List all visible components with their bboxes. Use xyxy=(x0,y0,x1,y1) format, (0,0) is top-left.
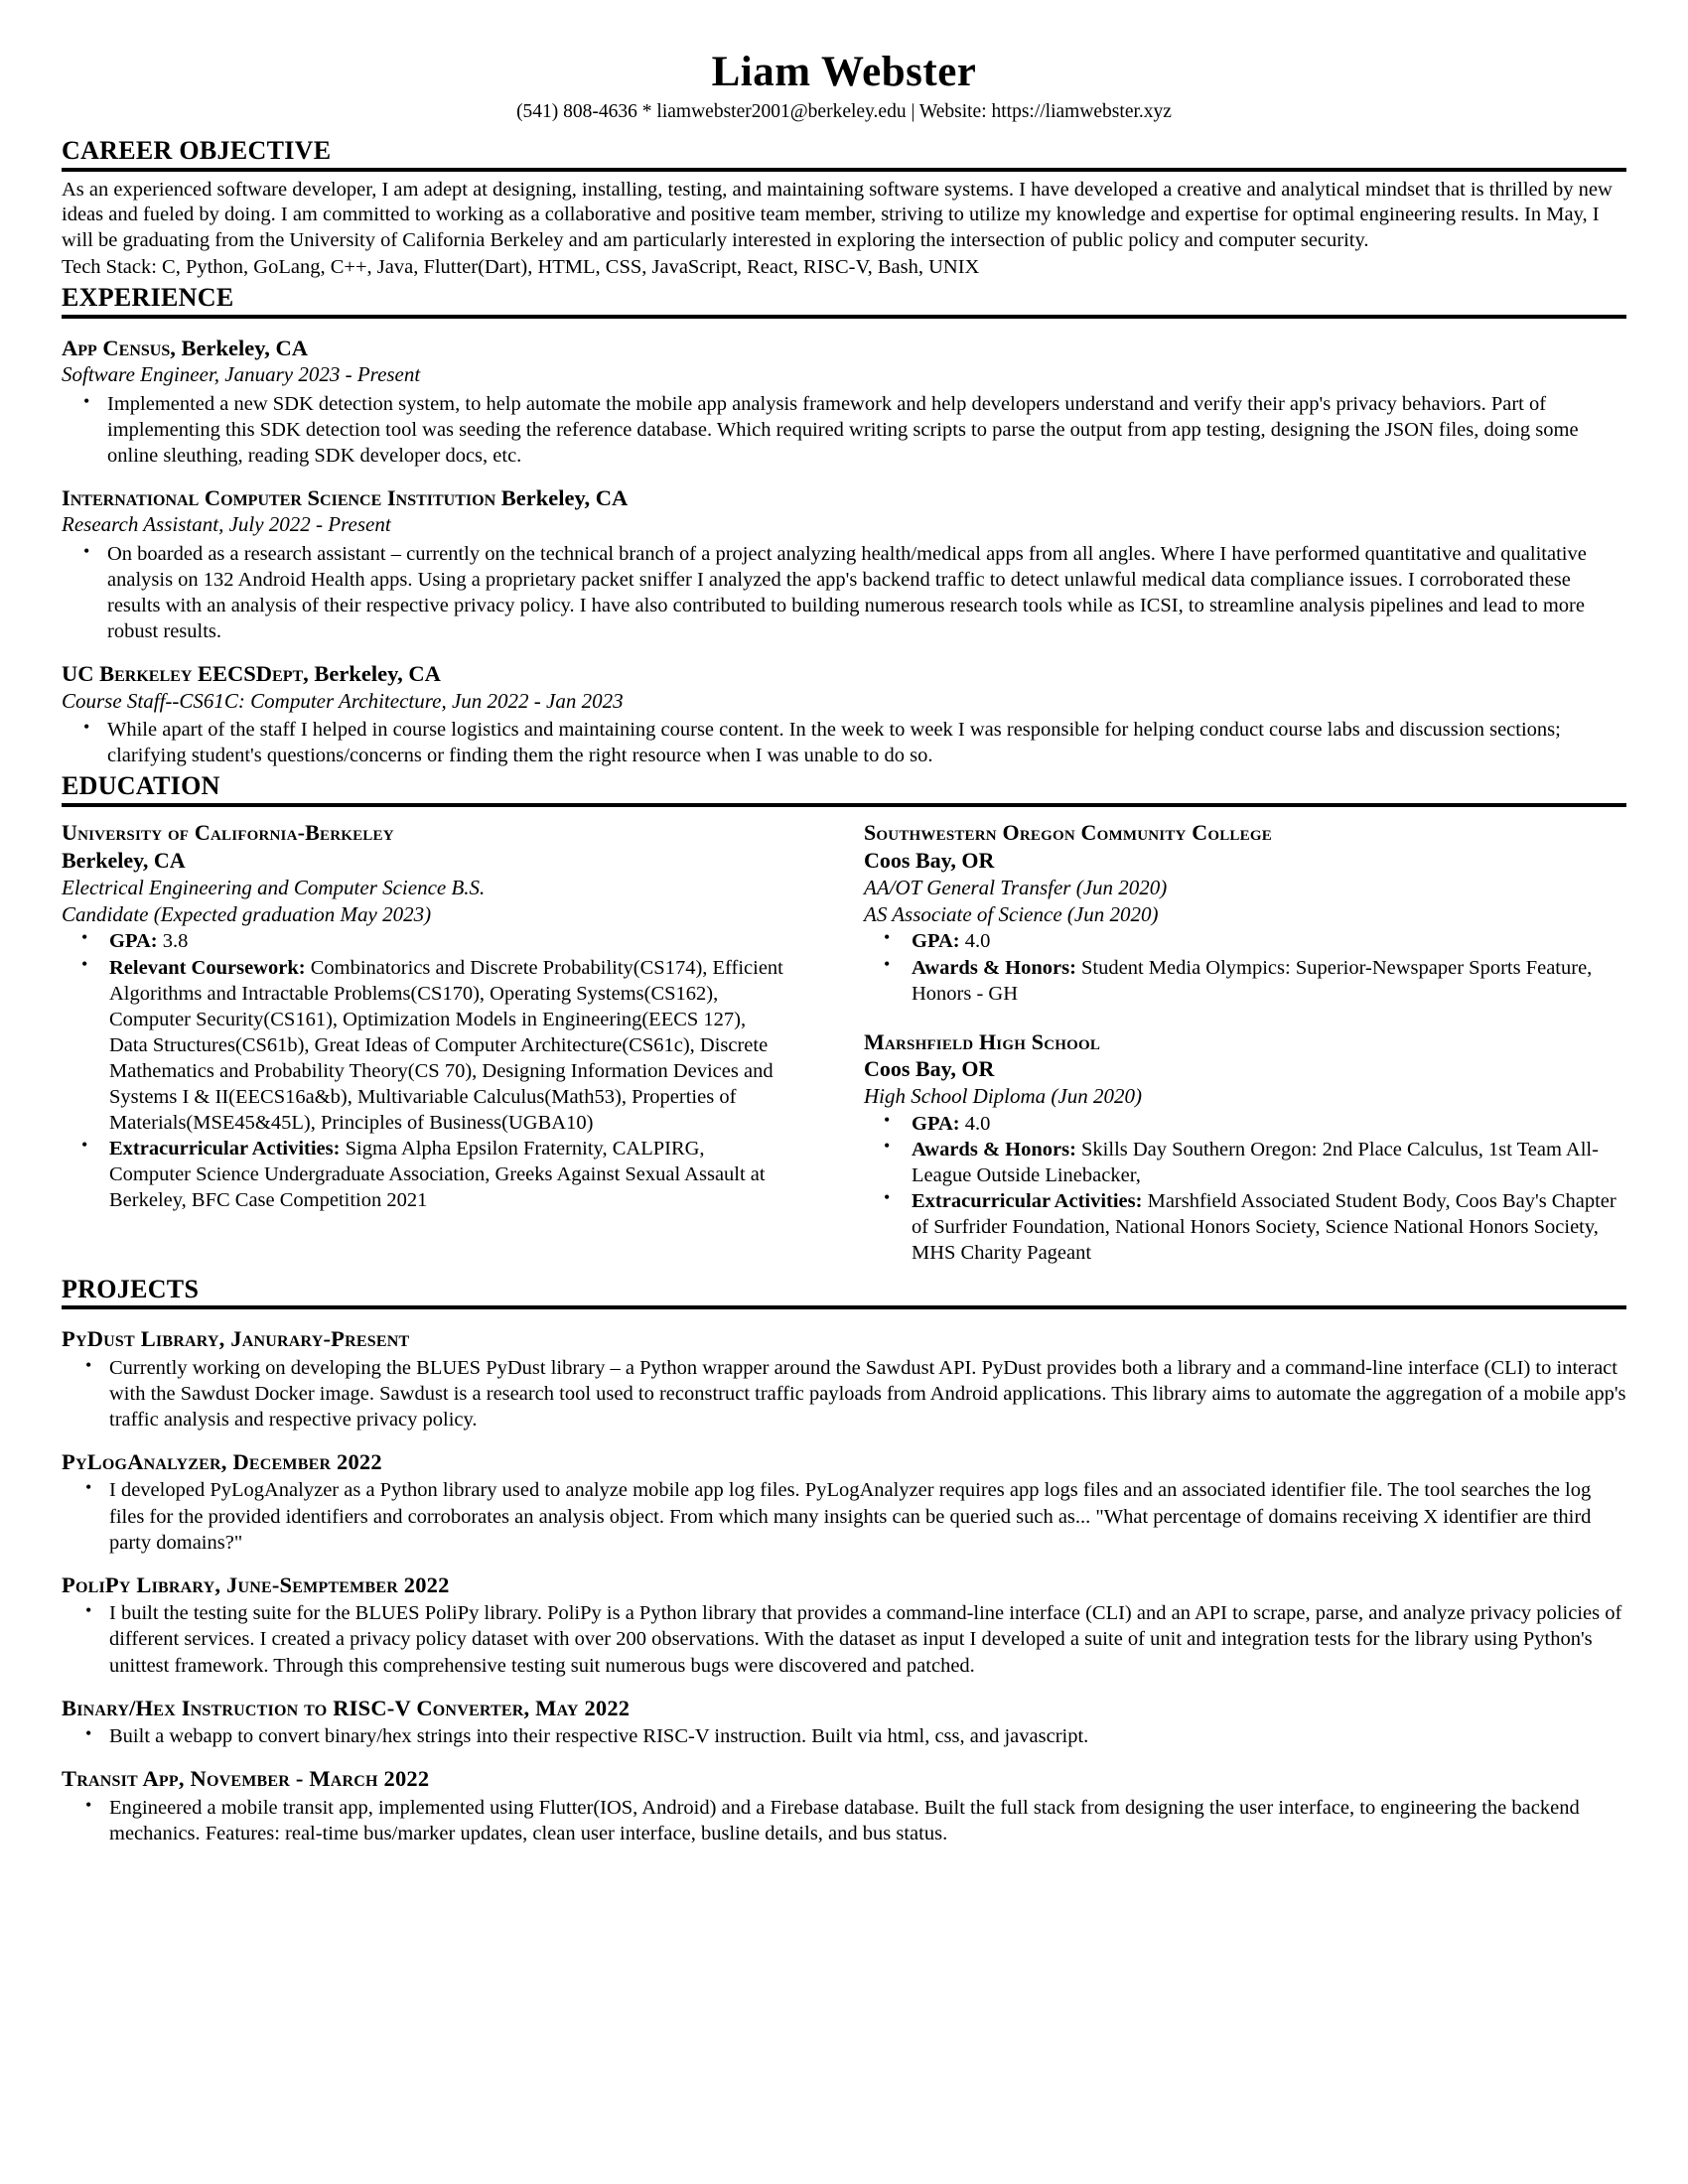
education-school: University of California-Berkeley xyxy=(62,819,394,845)
list-item xyxy=(864,955,1626,1007)
list-item xyxy=(62,955,784,1136)
experience-bullet-list xyxy=(62,717,1626,768)
bullet-value: Skills Day Southern Oregon: 2nd Place Calculus, 1st Team All-League Outside Linebacker, xyxy=(912,1139,1599,1187)
education-entry xyxy=(864,819,1626,1007)
organization-location: , Berkeley, CA xyxy=(303,661,441,687)
experience-bullet-list xyxy=(62,541,1626,645)
bullet-label: Extracurricular Activities: xyxy=(912,1190,1143,1213)
project-entry xyxy=(62,1765,1626,1846)
project-bullet-list xyxy=(62,1795,1626,1846)
career-objective-body: As an experienced software developer, I am adept at designing, installing, testing, and maintaining software systems. I have developed a creative and analytical mindset that is thrilled by new ideas and fueled by doing. I am committed to working as a collaborative and positive team member, striving to utilize my knowledge and expertise for optimal engineering results. In May, I will be graduating from the University of California Berkeley and am particularly interested in exploring the intersection of public policy and computer security. xyxy=(62,178,1613,252)
list-item: • Implemented a new SDK detection system, to help automate the mobile app analysis framework and help developers understand and verify their app's privacy behaviors. Part of implementing this SDK detection tool was seeding the reference database. Which required writing scripts to parse the output from app testing, designing the JSON files, doing some online sleuthing, reading SDK developer docs, etc. xyxy=(62,391,1626,469)
education-city: Coos Bay, OR xyxy=(864,1056,995,1082)
project-bullet-list xyxy=(62,1723,1626,1749)
section-heading-education: EDUCATION xyxy=(62,771,220,801)
section-heading-experience: EXPERIENCE xyxy=(62,283,234,313)
experience-entry xyxy=(62,335,1626,469)
experience-role: Course Staff--CS61C: Computer Architecture, Jun 2022 - Jan 2023 xyxy=(62,688,624,713)
project-entry xyxy=(62,1448,1626,1556)
bullet-label: GPA: xyxy=(912,1113,960,1136)
bullet-value: Marshfield Associated Student Body, Coos Bay's Chapter of Surfrider Foundation, National Honors Society, Science National Honors Society, MHS Charity Pageant xyxy=(912,1190,1617,1265)
list-item xyxy=(864,1188,1626,1266)
experience-organization xyxy=(62,660,1626,687)
organization-location: Berkeley, CA xyxy=(495,484,629,510)
education-entry xyxy=(864,1028,1626,1267)
project-title: PoliPy Library, June-Semptember 2022 xyxy=(62,1571,450,1597)
list-item: • Built a webapp to convert binary/hex strings into their respective RISC-V instruction. Built via html, css, and javascript. xyxy=(62,1723,1626,1749)
bullet-value: Sigma Alpha Epsilon Fraternity, CALPIRG, Computer Science Undergraduate Association, Greeks Against Sexual Assault at Berkeley, BFC Case Competition 2021 xyxy=(109,1137,766,1211)
list-item: • While apart of the staff I helped in course logistics and maintaining course content. In the week to week I was responsible for helping conduct course labs and discussion sections; clarifying student's questions/concerns or finding them the right resource when I was unable to do so. xyxy=(62,717,1626,768)
project-entry xyxy=(62,1325,1626,1433)
list-item xyxy=(864,1137,1626,1188)
education-degree: Electrical Engineering and Computer Science B.S. xyxy=(62,875,486,899)
organization-department: EECS xyxy=(192,661,256,687)
organization-prefix: UC xyxy=(62,661,100,687)
project-title: Transit App, November - March 2022 xyxy=(62,1766,430,1792)
education-city: Berkeley, CA xyxy=(62,847,186,873)
experience-role: Software Engineer, January 2023 - Present xyxy=(62,362,421,387)
project-title: PyLogAnalyzer, December 2022 xyxy=(62,1449,382,1474)
project-bullet-list xyxy=(62,1355,1626,1433)
bullet-label: GPA: xyxy=(109,930,158,953)
education-school: Southwestern Oregon Community College xyxy=(864,819,1272,845)
organization-department-suffix: Dept xyxy=(255,661,304,687)
education-bullet-list xyxy=(864,928,1626,1006)
bullet-value: 3.8 xyxy=(157,930,189,953)
section-divider xyxy=(62,168,1626,172)
list-item: • Currently working on developing the BLUES PyDust library – a Python wrapper around the Sawdust API. PyDust provides both a library and a command-line interface (CLI) to interact with the Sawdust Docker image. Sawdust is a research tool used to reconstruct traffic payloads from Android applications. This library aims to automate the aggregation of a mobile app's traffic analysis and respective privacy policy. xyxy=(62,1355,1626,1433)
contact-line: (541) 808-4636 * liamwebster2001@berkeley.edu | Website: https://liamwebster.xyz xyxy=(516,101,1172,123)
section-divider xyxy=(62,315,1626,319)
education-bullet-list xyxy=(62,928,784,1212)
project-title: Binary/Hex Instruction to RISC-V Converter, May 2022 xyxy=(62,1695,631,1720)
experience-organization xyxy=(62,484,1626,511)
organization-name: Berkeley xyxy=(99,661,193,687)
education-bullet-list xyxy=(864,1111,1626,1266)
list-item: • On boarded as a research assistant – currently on the technical branch of a project analyzing health/medical apps from all angles. Where I have performed quantitative and qualitative analysis on 132 Android Health apps. Using a proprietary packet sniffer I analyzed the app's backend traffic to detect unlawful medical data compliance issues. I corroborated these results with an analysis of their respective privacy policy. I have also contributed to building numerous research tools while as ICSI, to streamline analysis pipelines and lead to more robust results. xyxy=(62,541,1626,645)
organization-name: App Census xyxy=(62,335,171,360)
bullet-value: Student Media Olympics: Superior-Newspaper Sports Feature, Honors - GH xyxy=(912,956,1593,1005)
project-entry xyxy=(62,1695,1626,1750)
bullet-value: Combinatorics and Discrete Probability(CS174), Efficient Algorithms and Intractable Problems(CS170), Operating Systems(CS162), Computer Security(CS161), Optimization Models in Engineering(EECS 127), Data Structures(CS61b), Great Ideas of Computer Architecture(CS61c), Discrete Mathematics and Probability Theory(CS 70), Designing Information Devices and Systems I & II(EECS16a&b), Multivariable Calculus(Math53), Properties of Materials(MSE45&45L), Principles of Business(UGBA10) xyxy=(109,956,783,1134)
bullet-label: Awards & Honors: xyxy=(912,1139,1076,1161)
experience-entry xyxy=(62,484,1626,644)
bullet-label: Extracurricular Activities: xyxy=(109,1137,341,1160)
list-item xyxy=(864,928,1626,954)
education-degree: AA/OT General Transfer (Jun 2020) xyxy=(864,875,1168,899)
organization-location: , Berkeley, CA xyxy=(170,335,308,360)
tech-stack-line: Tech Stack: C, Python, GoLang, C++, Java, Flutter(Dart), HTML, CSS, JavaScript, React, RISC-V, Bash, UNIX xyxy=(62,256,980,279)
project-entry xyxy=(62,1571,1626,1679)
section-divider xyxy=(62,803,1626,807)
bullet-label: Awards & Honors: xyxy=(912,956,1076,979)
education-entry xyxy=(62,819,784,1213)
project-bullet-list xyxy=(62,1477,1626,1555)
project-bullet-list xyxy=(62,1600,1626,1678)
project-title: PyDust Library, Janurary-Present xyxy=(62,1326,410,1352)
experience-organization xyxy=(62,335,1626,361)
list-item xyxy=(864,1111,1626,1137)
education-degree: High School Diploma (Jun 2020) xyxy=(864,1084,1142,1109)
education-column-left xyxy=(62,819,844,1273)
experience-entry xyxy=(62,660,1626,768)
list-item: • I built the testing suite for the BLUES PoliPy library. PoliPy is a Python library that provides a command-line interface (CLI) and an API to scrape, parse, and analyze privacy policies of different services. I created a privacy policy dataset with over 200 observations. With the dataset as input I developed a suite of unit and integration tests for the library using Python's unittest framework. Through this comprehensive testing suit numerous bugs were discovered and patched. xyxy=(62,1600,1626,1678)
bullet-label: Relevant Coursework: xyxy=(109,956,306,979)
education-degree-secondary: AS Associate of Science (Jun 2020) xyxy=(864,901,1159,926)
education-degree-status: Candidate (Expected graduation May 2023) xyxy=(62,901,432,926)
organization-name: International Computer Science Institution xyxy=(62,484,496,510)
list-item xyxy=(62,928,784,954)
bullet-label: GPA: xyxy=(912,930,960,953)
section-divider xyxy=(62,1305,1626,1309)
list-item xyxy=(62,1136,784,1213)
bullet-value: 4.0 xyxy=(959,930,991,953)
experience-bullet-list xyxy=(62,391,1626,469)
education-columns xyxy=(62,819,1626,1273)
list-item: • I developed PyLogAnalyzer as a Python library used to analyze mobile app log files. PyLogAnalyzer requires app logs files and an associated identifier file. The tool searches the log files for the provided identifiers and corroborates an analysis object. From which many insights can be queried such as... "What percentage of domains receiving X identifier are third party domains?" xyxy=(62,1477,1626,1555)
experience-role: Research Assistant, July 2022 - Present xyxy=(62,512,391,537)
education-column-right xyxy=(844,819,1626,1273)
section-heading-projects: PROJECTS xyxy=(62,1274,200,1303)
education-school: Marshfield High School xyxy=(864,1028,1101,1054)
candidate-name: Liam Webster xyxy=(711,49,977,95)
section-heading-career-objective: CAREER OBJECTIVE xyxy=(62,135,332,165)
bullet-value: 4.0 xyxy=(959,1113,991,1136)
education-city: Coos Bay, OR xyxy=(864,847,995,873)
list-item: • Engineered a mobile transit app, implemented using Flutter(IOS, Android) and a Firebase database. Built the full stack from designing the user interface, to engineering the backend mechanics. Features: real-time bus/marker updates, clean user interface, busline details, and bus status. xyxy=(62,1795,1626,1846)
